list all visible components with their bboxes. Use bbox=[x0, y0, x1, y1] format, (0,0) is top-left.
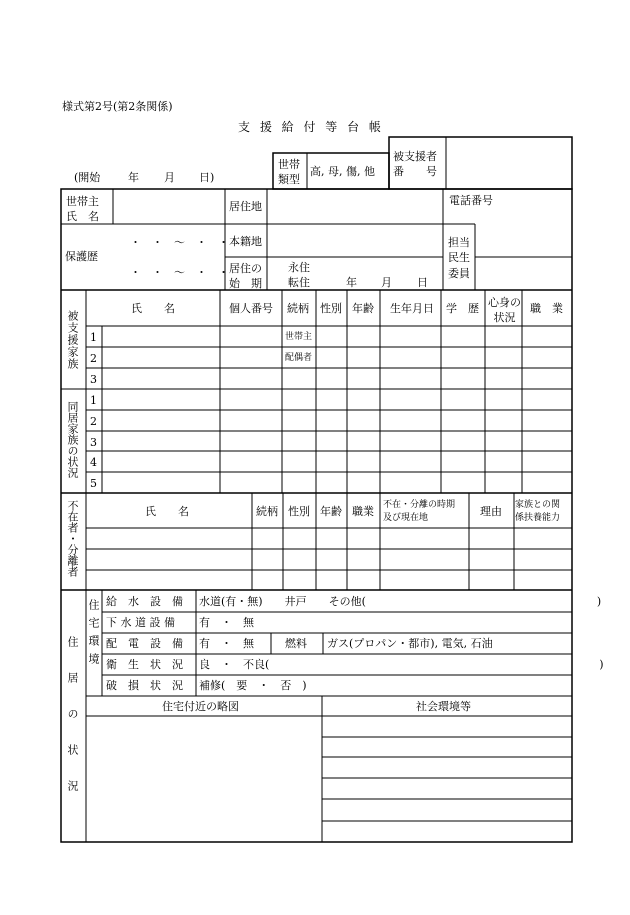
absent-col-period-location: 不在・分離の時期 及び現在地 bbox=[383, 500, 456, 524]
sewer-value: 有 ・ 無 bbox=[199, 616, 254, 629]
start-year: 年 bbox=[128, 171, 139, 184]
housing-env-label: 住宅環境 bbox=[87, 599, 100, 671]
col-personal-number: 個人番号 bbox=[229, 302, 273, 315]
residence-month: 月 bbox=[381, 276, 392, 289]
protection-period-1: ・ ・ 〜 ・ ・ bbox=[130, 236, 229, 249]
absent-label: 不在者・分離者 bbox=[66, 500, 79, 577]
absent-col-name: 氏 名 bbox=[145, 505, 189, 518]
start-of-residence-label: 居住の 始 期 bbox=[229, 262, 262, 291]
col-occupation: 職 業 bbox=[530, 302, 563, 315]
absent-col-relation: 続柄 bbox=[256, 505, 278, 518]
start-month: 月 bbox=[164, 171, 175, 184]
supported-row-3: 3 bbox=[90, 373, 97, 386]
housing-label: 住居の状況 bbox=[66, 636, 79, 816]
start-label: (開始 bbox=[74, 171, 101, 184]
residence-year: 年 bbox=[346, 276, 357, 289]
protection-period-2: ・ ・ 〜 ・ ・ bbox=[130, 266, 229, 279]
supported-family-label: 被支援家族 bbox=[66, 310, 79, 370]
absent-col-sex: 性別 bbox=[288, 505, 310, 518]
fuel-label: 燃料 bbox=[285, 637, 307, 650]
phone-label: 電話番号 bbox=[449, 194, 493, 207]
col-relation: 続柄 bbox=[287, 302, 309, 315]
recipient-number-label: 被支援者 番 号 bbox=[393, 150, 437, 178]
domicile-label: 本籍地 bbox=[229, 235, 262, 248]
householder-label: 世帯主 氏 名 bbox=[66, 195, 99, 224]
cohabiting-row-4: 4 bbox=[90, 456, 97, 469]
sanitation-value: 良 ・ 不良( ) bbox=[199, 658, 604, 671]
power-value: 有 ・ 無 bbox=[199, 637, 254, 650]
cohabiting-row-1: 1 bbox=[90, 394, 97, 407]
sewer-label: 下 水 道 設 備 bbox=[106, 616, 175, 629]
col-health: 心身の 状況 bbox=[488, 296, 521, 325]
cohabiting-row-5: 5 bbox=[90, 477, 97, 490]
residence-label: 居住地 bbox=[229, 200, 262, 213]
col-name: 氏 名 bbox=[131, 302, 175, 315]
commissioner-label: 担当 民生 委員 bbox=[448, 236, 470, 280]
absent-col-support-capacity: 家族との関 係扶養能力 bbox=[515, 500, 561, 524]
supported-row-2: 2 bbox=[90, 352, 97, 365]
cohabiting-row-3: 3 bbox=[90, 436, 97, 449]
household-type-label: 世帯 類型 bbox=[278, 158, 300, 186]
col-sex: 性別 bbox=[320, 302, 342, 315]
sanitation-label: 衛 生 状 況 bbox=[106, 658, 183, 671]
relation-householder: 世帯主 bbox=[285, 332, 313, 342]
residence-day: 日 bbox=[417, 276, 428, 289]
household-type-values: 高, 母, 傷, 他 bbox=[310, 165, 375, 178]
relation-spouse: 配偶者 bbox=[285, 353, 313, 363]
col-education: 学 歴 bbox=[446, 302, 479, 315]
col-age: 年齢 bbox=[352, 302, 374, 315]
fuel-value: ガス(プロパン・都市), 電気, 石油 bbox=[327, 637, 493, 650]
absent-col-reason: 理由 bbox=[480, 505, 502, 518]
damage-label: 破 損 状 況 bbox=[106, 679, 183, 692]
water-label: 給 水 設 備 bbox=[106, 595, 183, 608]
supported-row-1: 1 bbox=[90, 331, 97, 344]
social-environment-label: 社会環境等 bbox=[416, 700, 471, 713]
protection-history-label: 保護歴 bbox=[65, 250, 98, 263]
start-day: 日) bbox=[199, 171, 215, 184]
permanent-label: 永住 bbox=[288, 261, 310, 274]
col-birthdate: 生年月日 bbox=[390, 302, 434, 315]
moved-label: 転住 bbox=[288, 276, 310, 289]
absent-col-age: 年齢 bbox=[320, 505, 342, 518]
power-label: 配 電 設 備 bbox=[106, 637, 183, 650]
form-number: 様式第2号(第2条関係) bbox=[62, 100, 173, 113]
absent-col-occupation: 職業 bbox=[352, 505, 374, 518]
water-value: 水道(有・無) 井戸 その他( ) bbox=[199, 595, 602, 608]
cohabiting-family-label: 同居家族の状況 bbox=[66, 401, 79, 478]
cohabiting-row-2: 2 bbox=[90, 415, 97, 428]
damage-value: 補修( 要 ・ 否 ) bbox=[199, 679, 307, 692]
page-title: 支 援 給 付 等 台 帳 bbox=[238, 120, 384, 134]
nearby-map-label: 住宅付近の略図 bbox=[162, 700, 239, 713]
